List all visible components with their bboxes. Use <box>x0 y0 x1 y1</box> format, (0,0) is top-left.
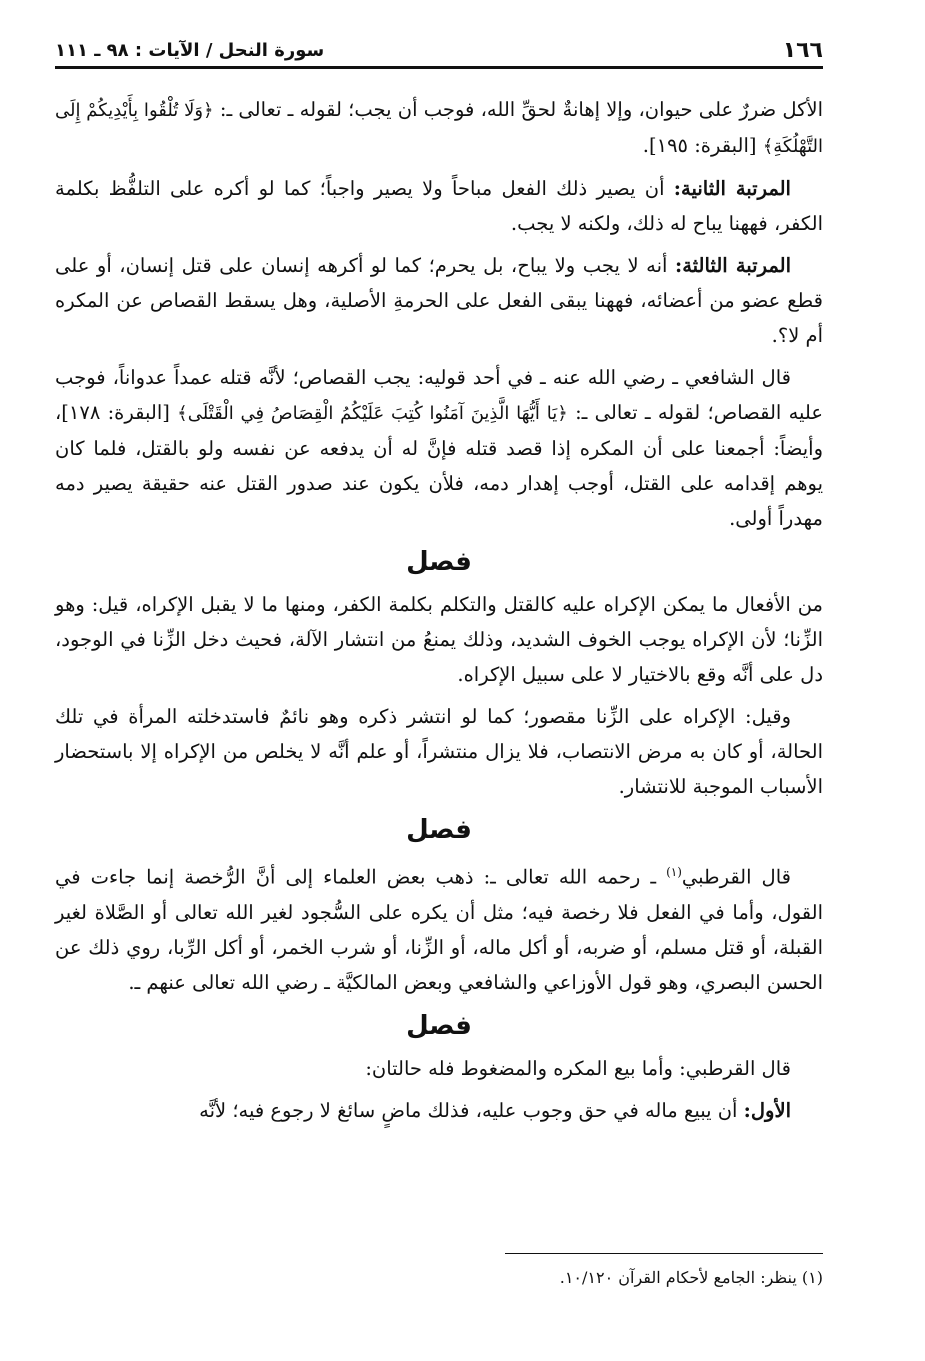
quran-verse: ﴿يَا أَيُّهَا الَّذِينَ آمَنُوا كُتِبَ عَلَيْكُمُ الْقِصَاصُ فِي الْقَتْلَى﴾ <box>177 403 568 424</box>
paragraph-text: قال الشافعي ـ رضي الله عنه ـ في أحد قوليه: يجب القصاص؛ لأنَّه قتله عمداً عدواناً، فوجب عليه القصاص؛ لقوله ـ تعالى ـ: <box>55 366 824 424</box>
paragraph-continuation <box>55 92 823 164</box>
section-heading: فصل <box>406 1010 472 1041</box>
section-paragraph: من الأفعال ما يمكن الإكراه عليه كالقتل والتكلم بكلمة الكفر، ومنها ما لا يقبل الإكراه، قيل: وهو الزِّنا؛ لأن الإكراه يوجب الخوف الشديد، وذلك يمنعُ من انتشار الآلة، فحيث دخل الزِّنا في الوجود، دل على أنَّه وقع بالاختيار لا على سبيل الإكراه. <box>55 593 823 686</box>
page-header <box>55 34 823 66</box>
paragraph-text: الأكل ضررٌ على حيوان، وإلا إهانةٌ لحقِّ الله، فوجب أن يجب؛ لقوله ـ تعالى ـ: <box>219 98 824 121</box>
footnote-marker[interactable]: (١) <box>666 865 682 879</box>
paragraph-text: قال القرطبي <box>681 865 791 889</box>
section-paragraph: قال القرطبي: وأما بيع المكره والمضغوط فله حالتان: <box>365 1056 791 1080</box>
verse-reference: [البقرة: ١٩٥]. <box>642 134 757 157</box>
section-heading: فصل <box>406 815 472 845</box>
quran-verse: ﴿وَلَا تُلْقُوا بِأَيْدِيكُمْ إِلَى التَّهْلُكَةِ﴾ <box>55 100 823 157</box>
page-number: ١٦٦ <box>782 37 823 63</box>
section-paragraph: وقيل: الإكراه على الزِّنا مقصور؛ كما لو انتشر ذكره وهو نائمٌ فاستدخلته المرأة في تلك الحالة، أو كان به مرض الانتصاب، فلا يزال منتشراً، أو علم أنَّه لا يخلص من الإكراه إلا باستحضار الأسباب الموجبة للانتشار. <box>55 705 823 798</box>
paragraph-text: [البقرة: ١٧٨]، وأيضاً: أجمعنا على أن المكره إذا قصد قتله فإنَّ له أن يدفعه عن نفسه ولو بالقتل، فلما كان يوهم إقدامه على القتل، أوجب إهدار دمه، فلأن يكون عند صدور القتل عنه حقيقة يصير دمه مهدراً أولى. <box>55 401 823 530</box>
page-body <box>55 92 823 1135</box>
paragraph-text: أن يبيع ماله في حق وجوب عليه، فذلك ماضٍ سائغ لا رجوع فيه؛ لأنَّه <box>199 1098 738 1122</box>
footnote-rule <box>505 1253 823 1254</box>
section-heading: فصل <box>406 547 472 577</box>
paragraph-label: المرتبة الثانية: <box>673 177 791 200</box>
paragraph-text: أن يصير ذلك الفعل مباحاً ولا يصير واجباً؛ كما لو أكره على التلفُّظ بكلمة الكفر، فههنا يباح له ذلك، ولكنه لا يجب. <box>55 177 823 235</box>
paragraph-shafii <box>55 360 823 536</box>
paragraph-text: ـ رحمه الله تعالى ـ: ذهب بعض العلماء إلى أنَّ الرُّخصة إنما جاءت في القول، وأما في الفعل فلا رخصة فيه؛ مثل أن يكره على السُّجود لغير الله تعالى أو الصَّلاة لغير القبلة، أو قتل مسلم، أو ضربه، أو أكل ماله، أو الزِّنا، أو شرب الخمر، أو أكل الرِّبا، روي ذلك عن الحسن البصري، وهو قول الأوزاعي والشافعي وبعض المالكيَّة ـ رضي الله تعالى عنهم ـ. <box>55 865 823 994</box>
paragraph-label: المرتبة الثالثة: <box>675 254 791 277</box>
paragraph-third-level <box>55 248 823 353</box>
section-paragraph <box>55 1093 823 1128</box>
paragraph-label: الأول: <box>743 1098 791 1122</box>
paragraph-second-level <box>55 171 823 241</box>
footnote: (١) ينظر: الجامع لأحكام القرآن ١٠/١٢٠. <box>559 1268 823 1287</box>
paragraph-text: أنه لا يجب ولا يباح، بل يحرم؛ كما لو أكرهه إنسان على قتل إنسان، أو على قطع عضو من أعضائه، فههنا يبقى الفعل على الحرمةِ الأصلية، وهل يسقط القصاص عن المكره أم لا؟. <box>55 254 823 347</box>
section-paragraph <box>55 855 823 1000</box>
running-title: سورة النحل / الآيات : ٩٨ ـ ١١١ <box>55 39 325 61</box>
header-rule <box>55 66 823 69</box>
